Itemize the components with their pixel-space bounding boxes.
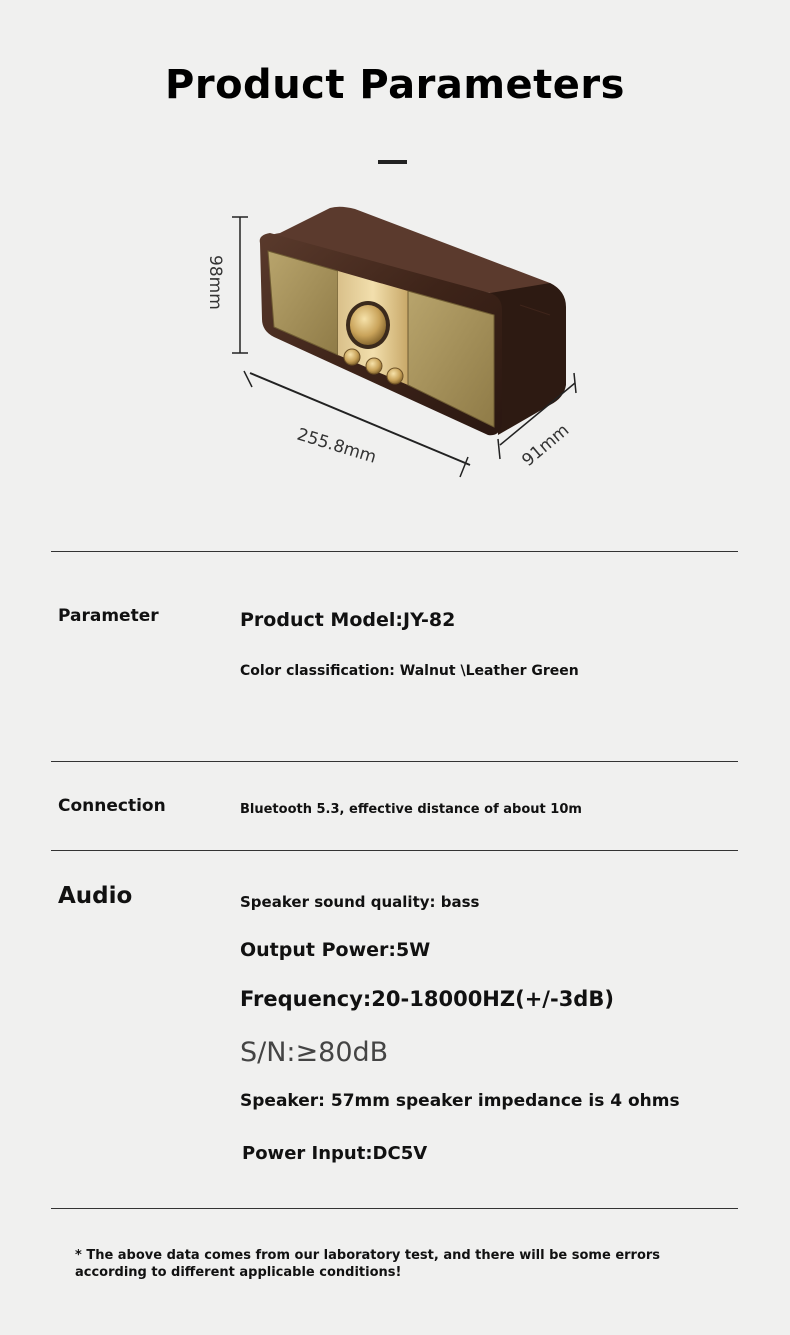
- section-divider: [51, 551, 738, 552]
- signal-noise-ratio: S/N:≥80dB: [240, 1037, 389, 1068]
- power-input: Power Input:DC5V: [242, 1143, 428, 1164]
- speaker-spec: Speaker: 57mm speaker impedance is 4 ohms: [240, 1091, 680, 1111]
- product-model: Product Model:JY-82: [240, 609, 456, 631]
- section-divider: [51, 1208, 738, 1209]
- dimension-length-label: 255.8mm: [294, 424, 379, 468]
- speaker-product-image: [190, 195, 610, 495]
- section-divider: [51, 761, 738, 762]
- section-divider: [51, 850, 738, 851]
- page-title: Product Parameters: [165, 62, 625, 108]
- parameter-label: Parameter: [58, 606, 159, 626]
- audio-label: Audio: [58, 883, 133, 909]
- title-divider: [378, 160, 407, 164]
- dimension-height-label: 98mm: [205, 255, 225, 310]
- output-power: Output Power:5W: [240, 939, 431, 961]
- bluetooth-info: Bluetooth 5.3, effective distance of about 10m: [240, 802, 582, 817]
- frequency: Frequency:20-18000HZ(+/-3dB): [240, 987, 614, 1011]
- dimension-depth-label: 91mm: [518, 420, 574, 471]
- sound-quality: Speaker sound quality: bass: [240, 893, 480, 911]
- footnote: * The above data comes from our laboratory test, and there will be some errors according to different applicable conditions!: [75, 1248, 661, 1280]
- connection-label: Connection: [58, 796, 166, 816]
- color-classification: Color classification: Walnut \Leather Green: [240, 663, 579, 679]
